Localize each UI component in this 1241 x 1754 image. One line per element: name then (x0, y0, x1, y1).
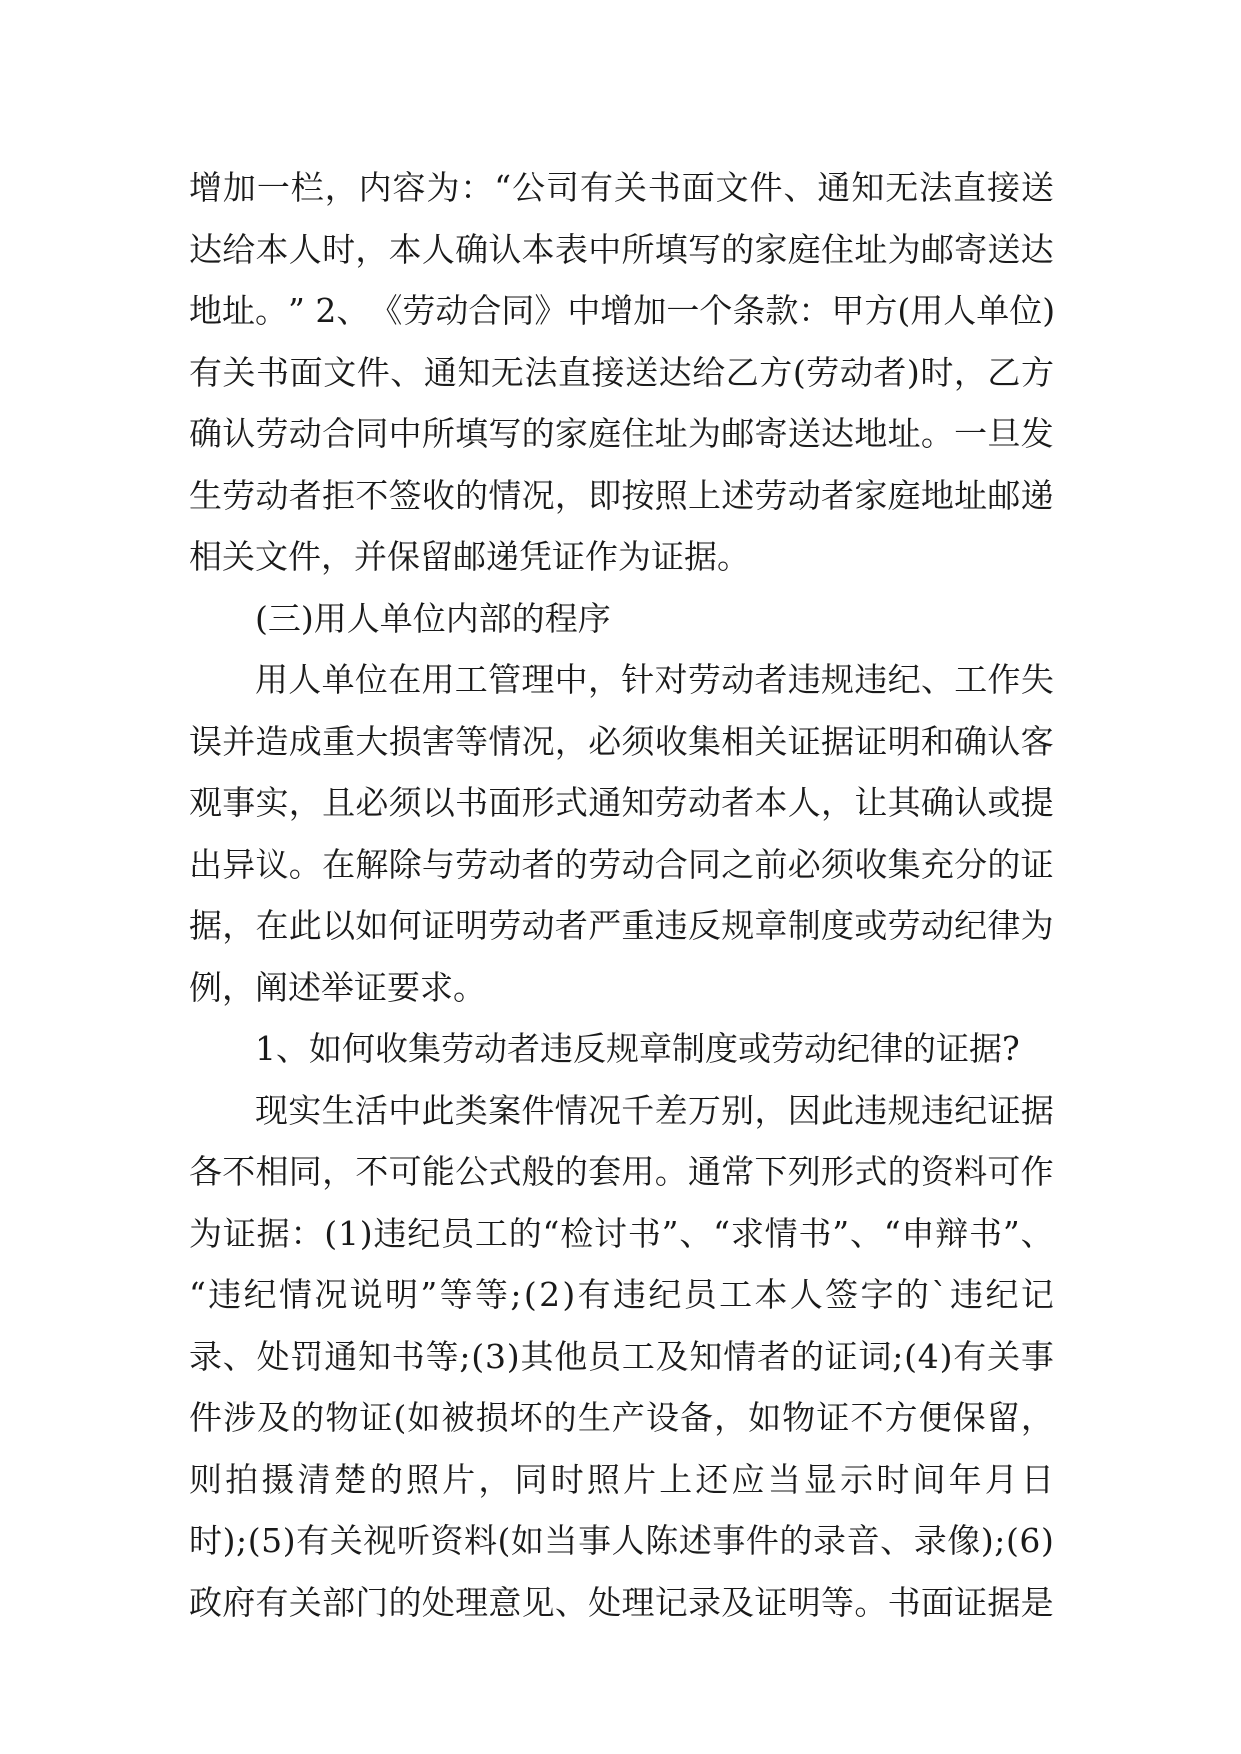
text-line: 各 不 相 同 ， 不 可 能 公 式 般 的 套 用 。 通 常 下 列 形 式 的 资 料 可 作 (189, 1152, 1054, 1191)
text-line: “ 违 纪 情 况 说 明 ” 等 等 ; ( 2 ) 有 违 纪 员 工 本 人 签 字 的 ` 违 纪 记 (189, 1275, 1054, 1314)
text-line: 达 给 本 人 时 ， 本 人 确 认 本 表 中 所 填 写 的 家 庭 住 址 为 邮 寄 送 达 (189, 229, 1054, 269)
text-line: 录 、 处 罚 通 知 书 等 ; ( 3 ) 其 他 员 工 及 知 情 者 的 证 词 ; ( 4 ) 有 关 事 (189, 1336, 1054, 1376)
text-line: 例，阐述举证要求。 (189, 967, 486, 1007)
text-line: 时 ) ; ( 5 ) 有 关 视 听 资 料 ( 如 当 事 人 陈 述 事 件 的 录 音 、 录 像 ) ; ( 6 ) (189, 1521, 1054, 1560)
text-line: 确 认 劳 动 合 同 中 所 填 写 的 家 庭 住 址 为 邮 寄 送 达 地 址 。 一 旦 发 (189, 414, 1054, 453)
text-line: 为 证 据 ： ( 1 ) 违 纪 员 工 的 “ 检 讨 书 ” 、 “ 求 情 书 ” 、 “ 申 辩 书 ” 、 (189, 1213, 1054, 1253)
text-line: 出 异 议 。 在 解 除 与 劳 动 者 的 劳 动 合 同 之 前 必 须 收 集 充 分 的 证 (189, 844, 1054, 884)
text-line: 增 加 一 栏 ， 内 容 为 ： “ 公 司 有 关 书 面 文 件 、 通 知 无 法 直 接 送 (189, 168, 1054, 207)
text-line: 误 并 造 成 重 大 损 害 等 情 况 ， 必 须 收 集 相 关 证 据 证 明 和 确 认 客 (189, 721, 1054, 761)
text-line: 件 涉 及 的 物 证 ( 如 被 损 坏 的 生 产 设 备 ， 如 物 证 不 方 便 保 留 ， (189, 1398, 1054, 1437)
text-line: 地 址 。 ” 2 、 《 劳 动 合 同 》 中 增 加 一 个 条 款 ： 甲 方 ( 用 人 单 位 ) (189, 291, 1056, 330)
text-line: 生 劳 动 者 拒 不 签 收 的 情 况 ， 即 按 照 上 述 劳 动 者 家 庭 地 址 邮 递 (189, 475, 1054, 515)
text-line: 用 人 单 位 在 用 工 管 理 中 ， 针 对 劳 动 者 违 规 违 纪 、 工 作 失 (255, 660, 1054, 699)
text-line: 政 府 有 关 部 门 的 处 理 意 见 、 处 理 记 录 及 证 明 等 。 书 面 证 据 是 (189, 1582, 1054, 1622)
subsection-heading: 1、如何收集劳动者违反规章制度或劳动纪律的证据? (255, 1029, 1020, 1068)
text-line: 现 实 生 活 中 此 类 案 件 情 况 千 差 万 别 ， 因 此 违 规 违 纪 证 据 (255, 1090, 1054, 1130)
text-line: 据 ， 在 此 以 如 何 证 明 劳 动 者 严 重 违 反 规 章 制 度 或 劳 动 纪 律 为 (189, 906, 1054, 945)
section-heading: (三)用人单位内部的程序 (255, 598, 611, 638)
document-body (189, 157, 1054, 1633)
text-line: 观 事 实 ， 且 必 须 以 书 面 形 式 通 知 劳 动 者 本 人 ， 让 其 确 认 或 提 (189, 783, 1054, 822)
text-line: 相关文件，并保留邮递凭证作为证据。 (189, 537, 750, 576)
text-line: 则 拍 摄 清 楚 的 照 片 ， 同 时 照 片 上 还 应 当 显 示 时 间 年 月 日 (189, 1459, 1054, 1499)
text-line: 有 关 书 面 文 件 、 通 知 无 法 直 接 送 达 给 乙 方 ( 劳 动 者 ) 时 ， 乙 方 (189, 352, 1054, 392)
